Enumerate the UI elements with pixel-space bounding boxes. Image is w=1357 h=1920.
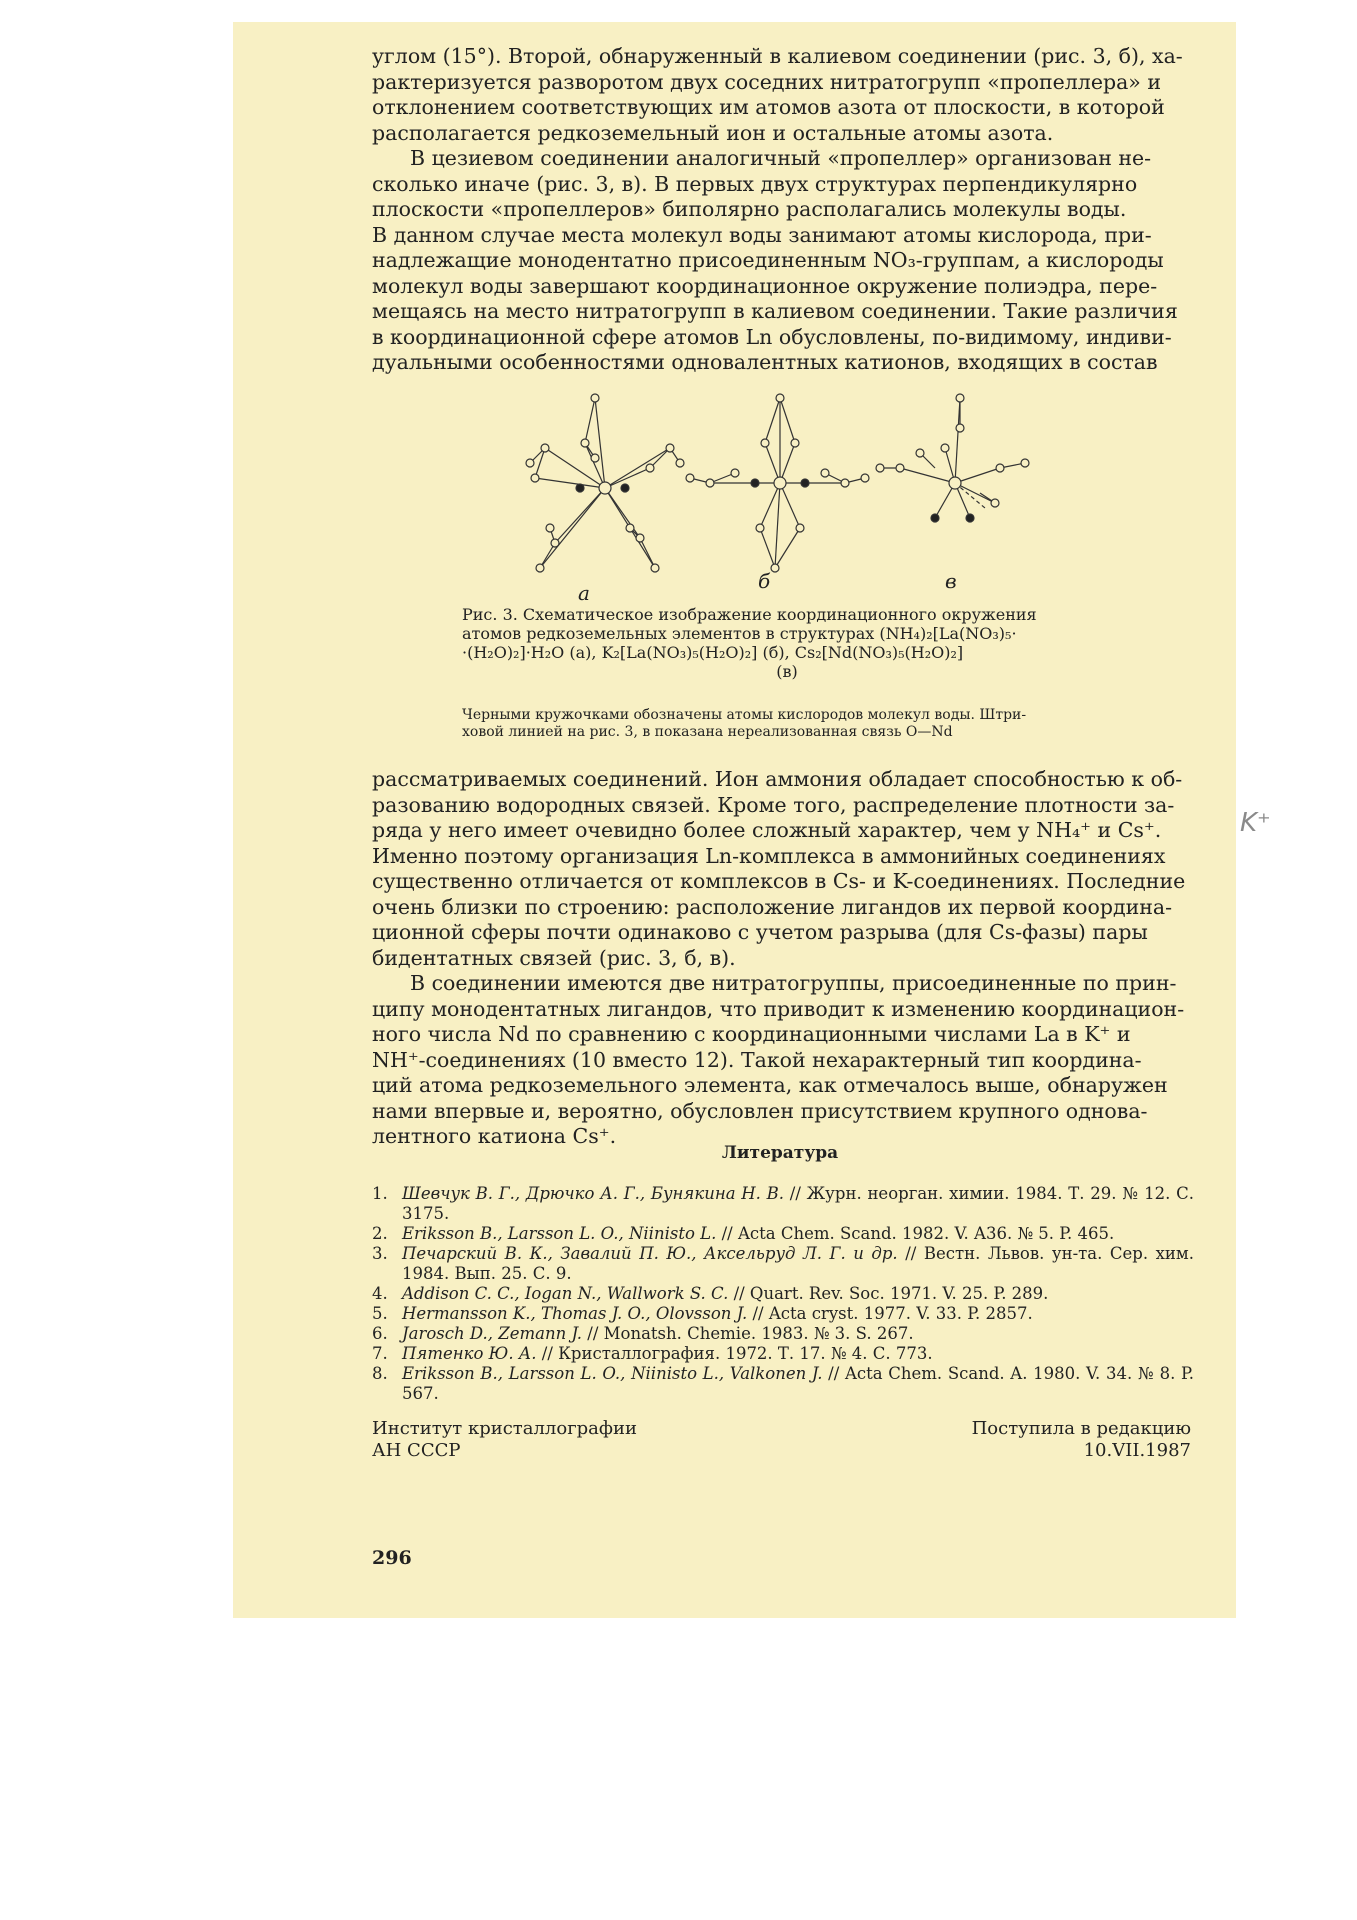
reference-number: 3. <box>372 1244 388 1263</box>
reference-authors: Addison C. C., Iogan N., Wallwork S. C. <box>402 1284 729 1303</box>
diagram-a <box>526 394 684 572</box>
text-line: мещаясь на место нитратогрупп в калиевом соединении. Такие различия <box>372 299 1178 323</box>
figure-label-c: в <box>945 569 957 593</box>
reference-authors: Печарский В. К., Завалий П. Ю., Аксельруд Л. Г. и др. <box>402 1244 898 1263</box>
text-line: нами впервые и, вероятно, обусловлен присутствием крупного однова- <box>372 1098 1148 1123</box>
text-line: ного числа Nd по сравнению с координационными числами La в K⁺ и <box>372 1022 1131 1046</box>
body-text-top <box>372 44 1188 376</box>
reference-item <box>372 1184 1194 1224</box>
text-line: ципу монодентатных лигандов, что приводит к изменению координацион- <box>372 996 1185 1021</box>
text-line: в координационной сфере атомов Ln обусловлены, по-видимому, индиви- <box>372 324 1172 349</box>
text-line: Именно поэтому организация Ln-комплекса в аммонийных соединениях <box>372 843 1166 868</box>
text-line: В соединении имеются две нитратогруппы, присоединенные по прин- <box>410 971 1177 995</box>
reference-source: // Кристаллография. 1972. Т. 17. № 4. С. 773. <box>536 1344 933 1363</box>
text-line: располагается редкоземельный ион и остальные атомы азота. <box>372 120 1054 145</box>
text-line: ционной сферы почти одинаково с учетом разрыва (для Cs-фазы) пары <box>372 920 1148 944</box>
text-line: NH⁺-соединениях (10 вместо 12). Такой нехарактерный тип координа- <box>372 1047 1142 1072</box>
reference-item <box>372 1304 1194 1324</box>
text-line: ций атома редкоземельного элемента, как отмечалось выше, обнаружен <box>372 1073 1168 1097</box>
reference-authors: Eriksson B., Larsson L. O., Niinisto L. <box>402 1224 717 1243</box>
reference-source: // Журн. неорган. химии. 1984. Т. 29. № 12. С. 3175. <box>402 1184 1194 1223</box>
reference-number: 5. <box>372 1304 388 1323</box>
reference-source: // Acta Chem. Scand. 1982. V. A36. № 5. P. 465. <box>716 1224 1115 1243</box>
caption-line: атомов редкоземельных элементов в структурах (NH₄)₂[La(NO₃)₅· <box>462 624 1017 643</box>
caption-line: ·(H₂O)₂]·H₂O (а), K₂[La(NO₃)₅(H₂O)₂] (б), Cs₂[Nd(NO₃)₅(H₂O)₂] <box>462 643 964 662</box>
page-number: 296 <box>372 1547 412 1569</box>
diagram-b <box>686 394 869 572</box>
affiliation-line: АН СССР <box>372 1440 461 1461</box>
text-line: надлежащие монодентатно присоединенным NO₃-группам, а кислороды <box>372 248 1164 272</box>
reference-source: // Monatsh. Chemie. 1983. № 3. S. 267. <box>582 1324 914 1343</box>
reference-authors: Jarosch D., Zemann J. <box>402 1324 583 1343</box>
reference-authors: Eriksson B., Larsson L. O., Niinisto L., Valkonen J. <box>402 1364 823 1383</box>
reference-authors: Шевчук В. Г., Дрючко А. Г., Бунякина Н. В. <box>402 1184 785 1203</box>
coordination-figure <box>490 388 1080 588</box>
reference-item <box>372 1244 1194 1284</box>
text-line: рассматриваемых соединений. Ион аммония обладает способностью к об- <box>372 767 1183 791</box>
reference-number: 2. <box>372 1224 388 1243</box>
reference-item <box>372 1344 1194 1364</box>
text-line: рактеризуется разворотом двух соседних нитратогрупп «пропеллера» и <box>372 69 1162 94</box>
text-line: сколько иначе (рис. 3, в). В первых двух структурах перпендикулярно <box>372 171 1138 196</box>
affiliation-line: Институт кристаллографии <box>372 1418 637 1439</box>
text-line: разованию водородных связей. Кроме того, распределение плотности за- <box>372 792 1175 817</box>
note-line: Черными кружочками обозначены атомы кислородов молекул воды. Штри- <box>462 707 1027 723</box>
reference-item <box>372 1224 1194 1244</box>
text-line: бидентатных связей (рис. 3, б, в). <box>372 945 736 970</box>
figure-label-b: б <box>758 569 771 593</box>
reference-source: // Acta Chem. Scand. A. 1980. V. 34. № 8. P. 567. <box>402 1364 1194 1403</box>
figure-label-a: а <box>578 581 590 605</box>
text-line: углом (15°). Второй, обнаруженный в калиевом соединении (рис. 3, б), ха- <box>372 44 1183 68</box>
figure-note <box>462 707 1130 741</box>
text-line: молекул воды завершают координационное окружение полиэдра, пере- <box>372 273 1158 298</box>
text-line: ряда у него имеет очевидно более сложный характер, чем у NH₄⁺ и Cs⁺. <box>372 818 1162 842</box>
received-date <box>972 1418 1191 1462</box>
reference-authors: Пятенко Ю. А. <box>402 1344 537 1363</box>
reference-number: 7. <box>372 1344 388 1363</box>
reference-source: // Вестн. Львов. ун-та. Сер. хим. 1984. Вып. 25. С. 9. <box>402 1244 1195 1283</box>
text-line: В цезиевом соединении аналогичный «пропеллер» организован не- <box>410 146 1152 170</box>
reference-number: 4. <box>372 1284 388 1303</box>
caption-line: (в) <box>776 662 798 681</box>
reference-authors: Hermansson K., Thomas J. O., Olovsson J. <box>402 1304 748 1323</box>
affiliation <box>372 1418 637 1462</box>
handwritten-margin-note: K⁺ <box>1240 808 1271 838</box>
reference-number: 8. <box>372 1364 388 1383</box>
reference-source: // Quart. Rev. Soc. 1971. V. 25. P. 289. <box>728 1284 1049 1303</box>
note-line: ховой линией на рис. 3, в показана нереализованная связь O—Nd <box>462 724 953 740</box>
figure-caption <box>462 605 1112 681</box>
received-value: 10.VII.1987 <box>1083 1440 1191 1461</box>
reference-item <box>372 1284 1194 1304</box>
body-text-bottom <box>372 767 1188 1150</box>
received-label: Поступила в редакцию <box>971 1418 1191 1439</box>
reference-item <box>372 1324 1194 1344</box>
references-list <box>372 1184 1194 1404</box>
text-line: отклонением соответствующих им атомов азота от плоскости, в которой <box>372 95 1165 119</box>
reference-number: 6. <box>372 1324 388 1343</box>
text-line: очень близки по строению: расположение лигандов их первой координа- <box>372 894 1173 919</box>
text-line: В данном случае места молекул воды занимают атомы кислорода, при- <box>372 222 1152 247</box>
references-heading: Литература <box>721 1143 839 1163</box>
reference-item <box>372 1364 1194 1404</box>
reference-number: 1. <box>372 1184 388 1203</box>
text-line: дуальными особенностями одновалентных катионов, входящих в состав <box>372 350 1158 374</box>
reference-source: // Acta cryst. 1977. V. 33. P. 2857. <box>747 1304 1033 1323</box>
diagram-c <box>876 394 1029 522</box>
text-line: плоскости «пропеллеров» биполярно располагались молекулы воды. <box>372 197 1127 221</box>
text-line: существенно отличается от комплексов в Cs- и K-соединениях. Последние <box>372 869 1186 893</box>
text-line: лентного катиона Cs⁺. <box>372 1124 617 1148</box>
caption-line: Рис. 3. Схематическое изображение координационного окружения <box>462 605 1037 624</box>
